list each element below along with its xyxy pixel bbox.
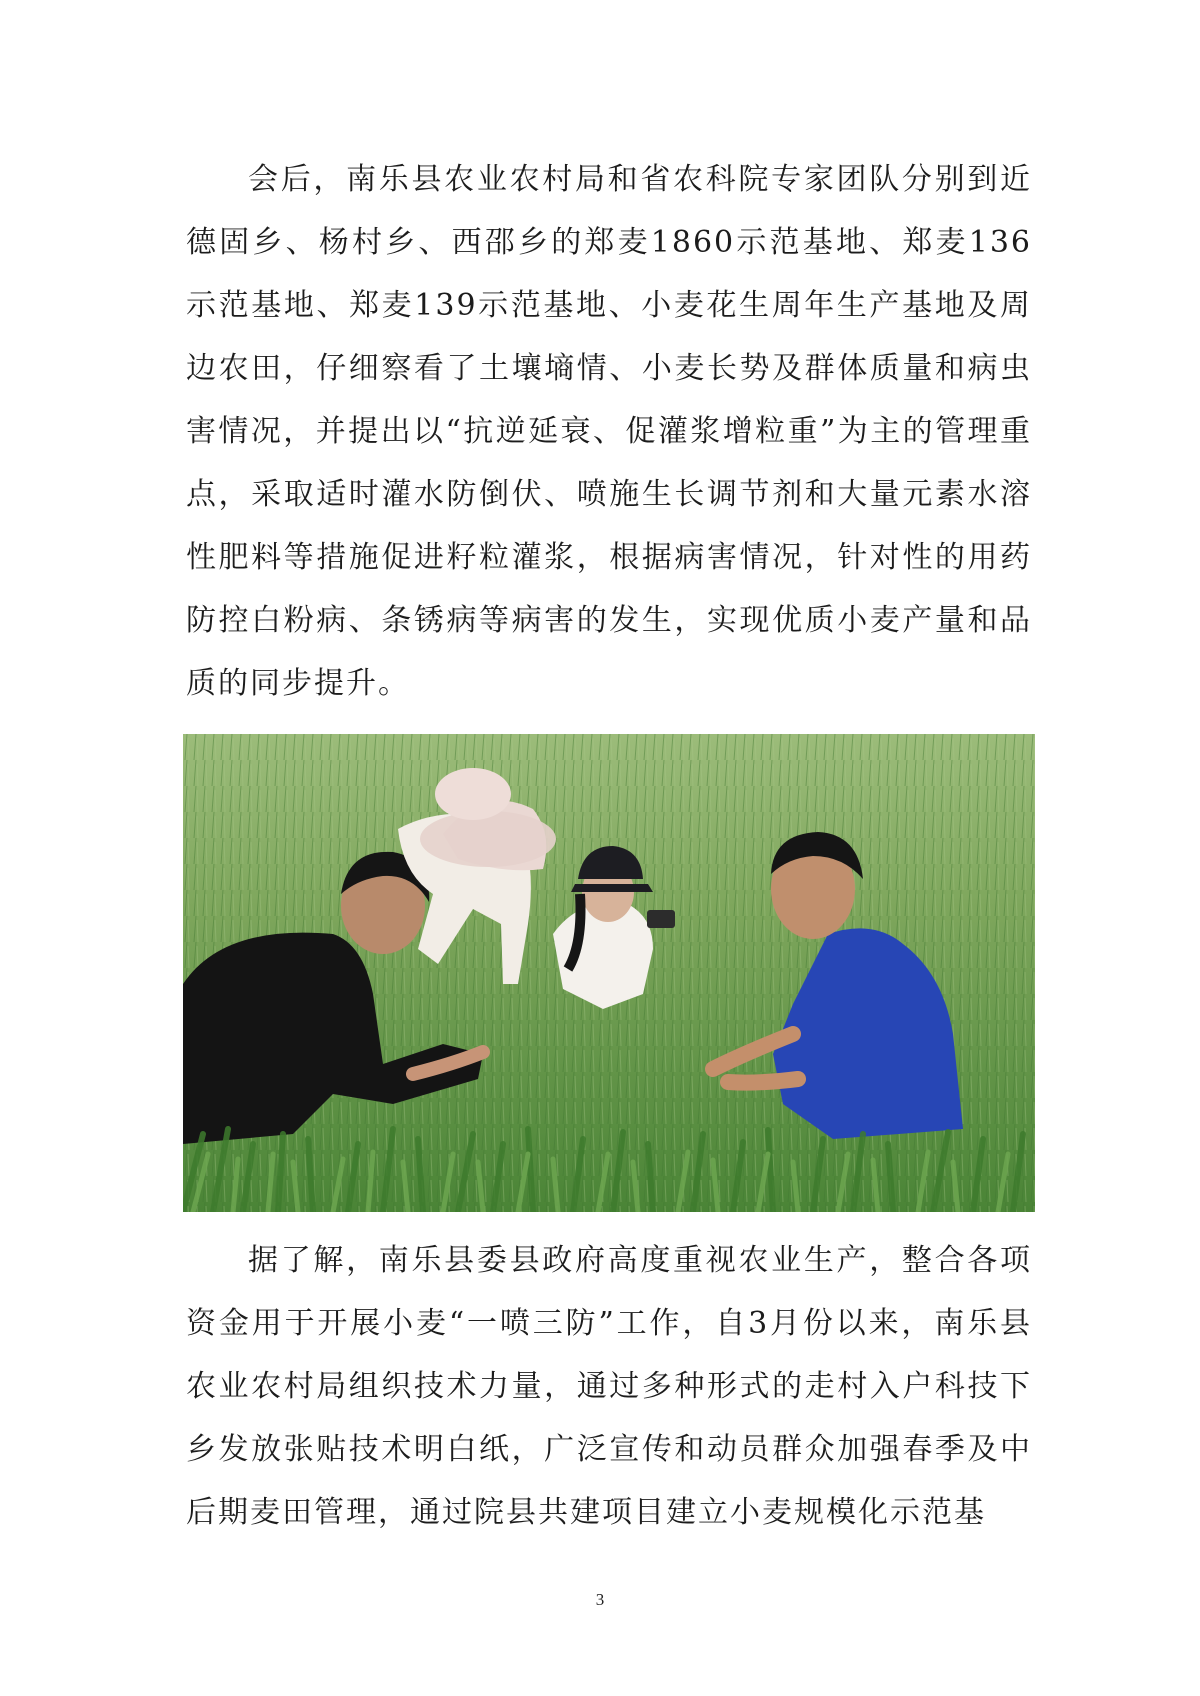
paragraph-1: 会后，南乐县农业农村局和省农科院专家团队分别到近德固乡、杨村乡、西邵乡的郑麦1860示范基地、郑麦136示范基地、郑麦139示范基地、小麦花生周年生产基地及周边农田，仔细察看了土壤墒情、小麦长势及群体质量和病虫害情况，并提出以“抗逆延衰、促灌浆增粒重”为主的管理重点，采取适时灌水防倒伏、喷施生长调节剂和大量元素水溶性肥料等措施促进籽粒灌浆，根据病害情况，针对性的用药防控白粉病、条锈病等病害的发生，实现优质小麦产量和品质的同步提升。	[186, 162, 1032, 701]
wheat-field-photo	[183, 734, 1035, 1212]
paragraph-2: 据了解，南乐县委县政府高度重视农业生产，整合各项资金用于开展小麦“一喷三防”工作，自3月份以来，南乐县农业农村局组织技术力量，通过多种形式的走村入户科技下乡发放张贴技术明白纸，广泛宣传和动员群众加强春季及中后期麦田管理，通过院县共建项目建立小麦规模化示范基	[186, 1243, 1032, 1530]
page-number: 3	[595, 1590, 605, 1609]
